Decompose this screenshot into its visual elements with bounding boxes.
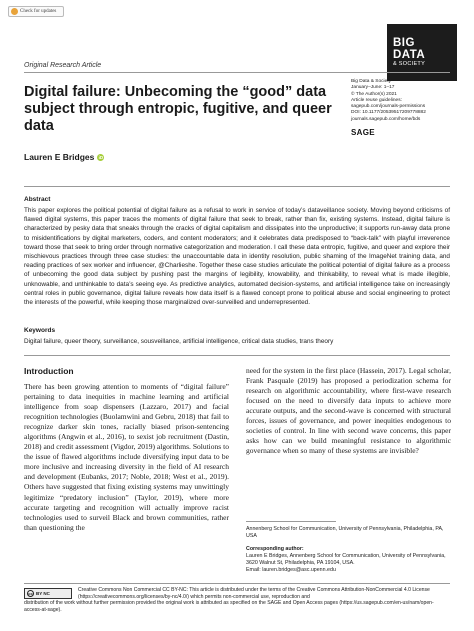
- logo-line-2: DATA: [393, 49, 426, 61]
- keywords-text: Digital failure, queer theory, surveillance, sousveillance, artificial intelligence, critical data studies, trans theory: [24, 338, 334, 345]
- article-type: Original Research Article: [24, 62, 102, 69]
- affiliation: Annenberg School for Communication, University of Pennsylvania, Philadelphia, PA, USA: [246, 526, 444, 540]
- cc-icon: cc: [28, 591, 33, 596]
- intro-column-1: There has been growing attention to moments of “digital failure” pertaining to data inequities in machine learning and artificial intelligence from soap dispensers (Lazzaro, 2017) and facial recognition technologies (Buolamwini and Gebru, 2018) that fail to recognize darker skin tones, racially biased prison-sentencing algorithms (Angwin et al., 2016), to sexist job recruitment (Dastin, 2018) and credit assessment (Vigdor, 2019) algorithms. Solutions to the issue of flawed algorithms include diversifying input data to be more inclusive and increasing diversity in the field of AI research and development (Eubanks, 2017; Noble, 2018; West et al., 2019). Others have suggested that fixing existing systems may unwittingly legitimize “predatory inclusion” (Taylor, 2019), where more accurate targeting and recognition will actually improve racist technologies used to surveil Black and brown communities, rather than questioning the: [24, 382, 229, 532]
- abstract-heading: Abstract: [24, 196, 51, 203]
- orcid-icon[interactable]: iD: [98, 154, 104, 160]
- author-line: [24, 152, 104, 162]
- logo-line-1: BIG: [393, 37, 415, 49]
- reuse-label: Article reuse guidelines:: [351, 97, 402, 103]
- abstract-divider: [24, 186, 450, 187]
- license-divider: [24, 583, 450, 584]
- publisher-logo: SAGE: [351, 128, 375, 137]
- cc-license-badge[interactable]: [24, 588, 72, 599]
- footnote-divider: [246, 521, 336, 522]
- check-for-updates-badge[interactable]: [8, 6, 64, 17]
- keywords-divider: [24, 355, 450, 356]
- journal-meta: [351, 79, 461, 123]
- copyright: © The Author(s) 2021: [351, 91, 397, 97]
- corresponding-email[interactable]: Email: lauren.bridges@asc.upenn.edu: [246, 567, 336, 574]
- license-text-1: Creative Commons Non Commercial CC BY-NC: This article is distributed under the terms of the Creative Commons Attribution-NonCommercial 4.0 License (https://creativecommons.org/licenses/by-nc/4.0/) which permits non-commercial use, reproduction and: [78, 587, 430, 600]
- abstract-text: This paper explores the political potential of digital failure as a refusal to work in service of today’s dataveillance society. Moving beyond criticisms of flawed digital systems, this paper traces the moments of digital failure that seek to break, rather than fix, existing systems. Instead, digital failure is characterized by pesky data that sneaks through the cracks of digital capitalism and dissipates into the unproductive; it supports run-away data prone to misidentifications by digital marketers, coders, and content moderators; and it celebrates data predisposed to “back-talk” with playful irreverence toward those that seek to bring order through normative categorization and moderation. I call these data entropic, fugitive, and queer and explore their mischievous practices through three case studies: the unaccountable data in identity resolution, public shaming of the ImageNet training data, and reading practices of sex worker and influencer, @Charlieshe. Together these case studies articulate the political potential of digital failure as a process of unbecoming the good data subject by pushing past the margins of legibility, knowability, and thinkability, to reveal what is made illegible, unknowable, and unthinkable to data’s seeing eye. As predictive analytics, automated decision-systems, and artificial intelligence take on increasingly central roles in public governance, digital failure reveals how data itself is a flawed concept prone to political abuse and social engineering to protect the interests of the powerful, while keeping those marginalized over-surveilled and underrepresented.: [24, 207, 450, 307]
- license-text-2: distribution of the work without further permission provided the original work is attributed as specified on the SAGE and Open Access pages (https://us.sagepub.com/en-us/nam/open-access-at-sage).: [24, 600, 434, 613]
- keywords-heading: Keywords: [24, 327, 56, 334]
- intro-column-2: need for the system in the first place (Hassein, 2017). Legal scholar, Frank Pasquale (2019) has proposed a periodization schema for research on algorithmic accountability, where first-wave research focused on the need to diversify data inputs to achieve more accurate outputs, and the second-wave is concerned with structural forces, issues of governance, and power inequities endogenous to societies of control. In line with second wave concerns, this paper asks how can we build meaningful resistance to algorithmic governance when so many of these systems are invisible?: [246, 366, 451, 456]
- corresponding-author: [246, 553, 451, 575]
- update-check-icon: [11, 8, 18, 15]
- cc-badge-label: BY NC: [36, 591, 50, 596]
- article-title: Digital failure: Unbecoming the “good” data subject through entropic, fugitive, and queer data: [24, 84, 332, 134]
- journal-issue: January–June: 1–17: [351, 85, 395, 91]
- top-divider: [24, 72, 450, 73]
- check-for-updates-label: Check for updates: [20, 9, 57, 14]
- logo-line-3: & SOCIETY: [393, 61, 426, 67]
- corresponding-address: Lauren E Bridges, Annenberg School for Communication, University of Pennsylvania, 3620 Walnut St, Philadelphia, PA 19104, USA.: [246, 553, 446, 567]
- doi[interactable]: DOI: 10.1177/20539517209778882: [351, 110, 426, 116]
- reuse-link[interactable]: sagepub.com/journals-permissions: [351, 104, 426, 110]
- author-name[interactable]: Lauren E Bridges: [24, 152, 95, 162]
- introduction-heading: Introduction: [24, 366, 74, 376]
- journal-url[interactable]: journals.sagepub.com/home/bds: [351, 116, 421, 122]
- journal-name: Big Data & Society: [351, 79, 391, 84]
- corresponding-heading: Corresponding author:: [246, 546, 304, 552]
